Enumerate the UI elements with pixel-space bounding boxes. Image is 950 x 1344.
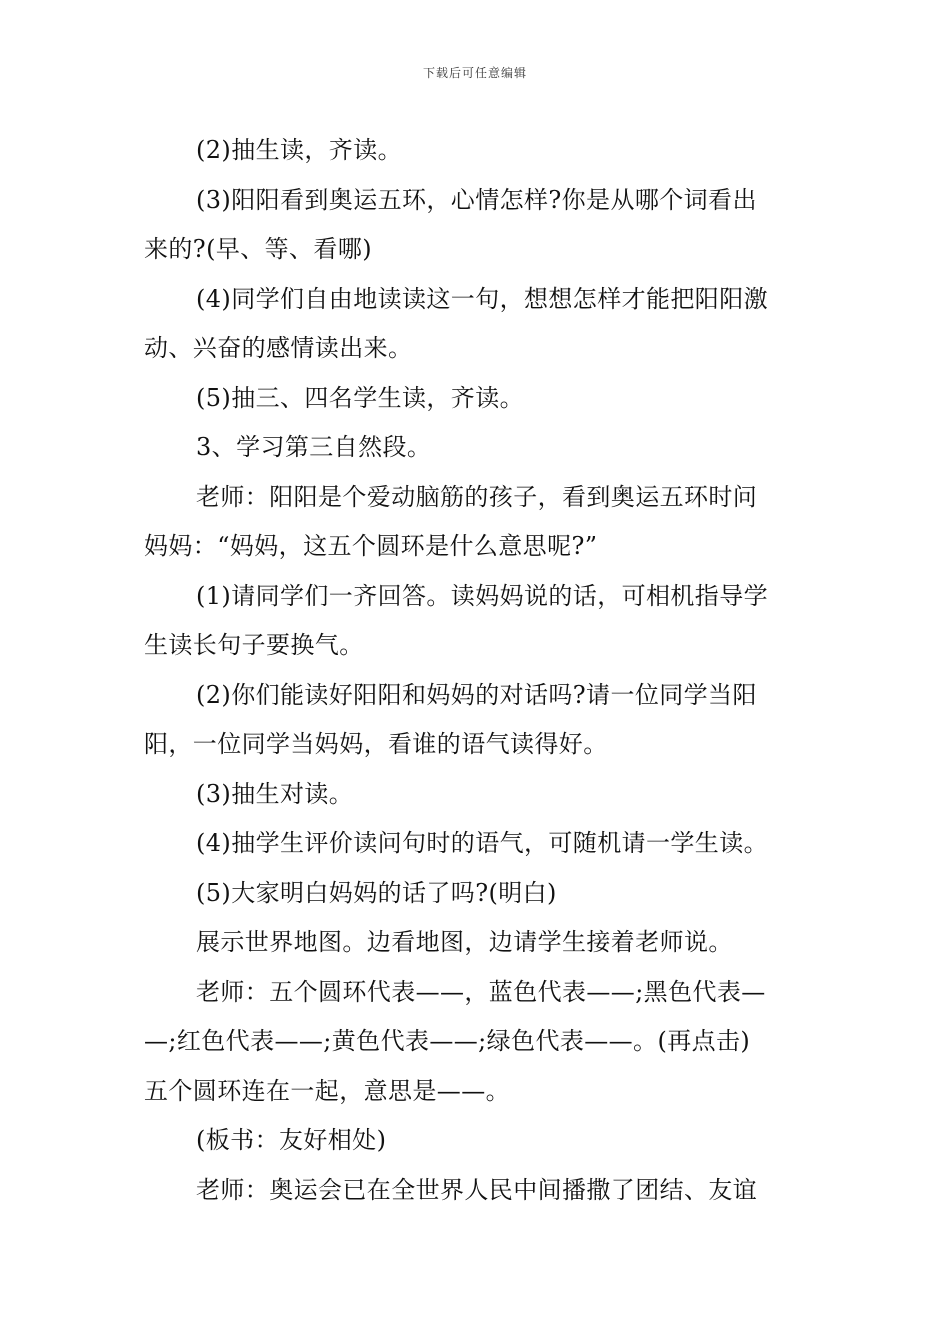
text-line: (1)请同学们一齐回答。读妈妈说的话，可相机指导学 bbox=[196, 581, 768, 610]
text-line: (3)抽生对读。 bbox=[196, 779, 354, 808]
text-line: (2)你们能读好阳阳和妈妈的对话吗?请一位同学当阳 bbox=[196, 680, 757, 709]
text-line: 老师：五个圆环代表——，蓝色代表——;黑色代表— bbox=[196, 977, 766, 1006]
text-line: (3)阳阳看到奥运五环，心情怎样?你是从哪个词看出 bbox=[196, 185, 757, 214]
text-line: 阳，一位同学当妈妈，看谁的语气读得好。 bbox=[144, 730, 608, 758]
text-line: 妈妈：“妈妈，这五个圆环是什么意思呢?” bbox=[144, 532, 598, 560]
text-line: 生读长句子要换气。 bbox=[144, 631, 364, 659]
text-line: (2)抽生读，齐读。 bbox=[196, 136, 402, 164]
text-line: 3、学习第三自然段。 bbox=[196, 433, 432, 461]
page-header-note: 下载后可任意编辑 bbox=[422, 66, 527, 80]
text-line: (5)大家明白妈妈的话了吗?(明白) bbox=[196, 878, 557, 907]
text-line: 老师：奥运会已在全世界人民中间播撒了团结、友谊 bbox=[196, 1175, 758, 1204]
text-line: 五个圆环连在一起，意思是——。 bbox=[144, 1076, 510, 1105]
text-line: (5)抽三、四名学生读，齐读。 bbox=[196, 383, 524, 412]
text-line: —;红色代表——;黄色代表——;绿色代表——。(再点击) bbox=[144, 1027, 751, 1055]
text-line: (4)抽学生评价读问句时的语气，可随机请一学生读。 bbox=[196, 829, 768, 857]
text-line: 动、兴奋的感情读出来。 bbox=[144, 334, 413, 362]
text-line: (4)同学们自由地读读这一句，想想怎样才能把阳阳激 bbox=[196, 284, 768, 313]
text-line: 来的?(早、等、看哪) bbox=[144, 235, 372, 263]
text-line: (板书：友好相处) bbox=[196, 1126, 387, 1154]
text-line: 展示世界地图。边看地图，边请学生接着老师说。 bbox=[196, 928, 733, 956]
document-body bbox=[144, 126, 812, 1215]
text-line: 老师：阳阳是个爱动脑筋的孩子，看到奥运五环时问 bbox=[196, 482, 758, 511]
